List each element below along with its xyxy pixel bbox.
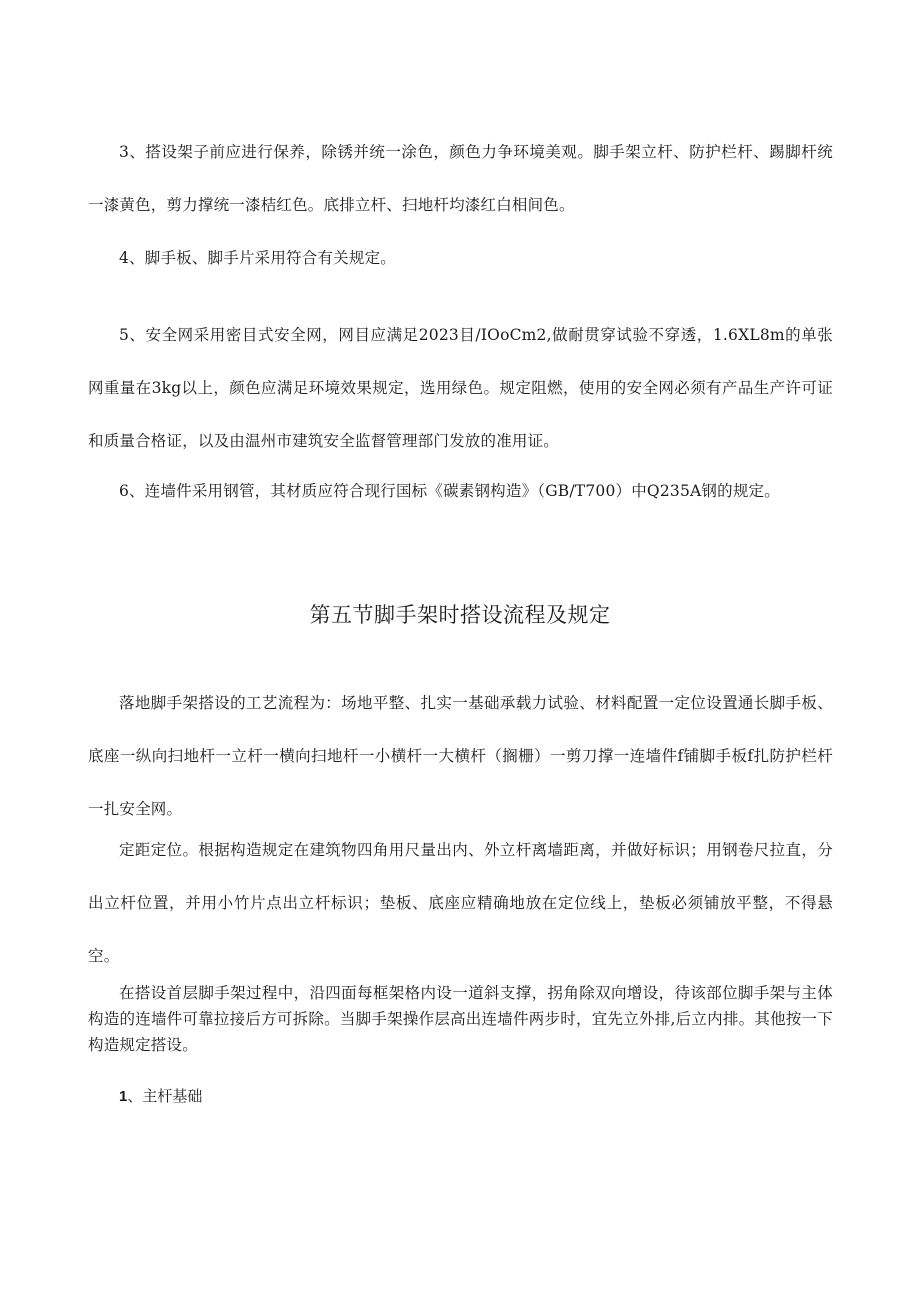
- paragraph-item-5: 5、安全网采用密目式安全网，网目应满足2023目/IOoCm2,做耐贯穿试验不穿透，1.6XL8m的单张网重量在3kg以上，颜色应满足环境效果规定，选用绿色。规定阻燃，使用的安全网必须有产品生产许可证和质量合格证，以及由温州市建筑安全监督管理部门发放的准用证。: [88, 326, 833, 450]
- subheading: [119, 1085, 202, 1106]
- paragraph-item-6: 6、连墙件采用钢管，其材质应符合现行国标《碳素钢构造》（GB/T700）中Q235A钢的规定。: [119, 482, 780, 500]
- subheading-number: 1: [119, 1088, 128, 1105]
- positioning-paragraph: 定距定位。根据构造规定在建筑物四角用尺量出内、外立杆离墙距离，并做好标识；用钢卷尺拉直，分出立杆位置，并用小竹片点出立杆标识；垫板、底座应精确地放在定位线上，垫板必须铺放平整，不得悬空。: [88, 841, 833, 965]
- section-title: 第五节脚手架时搭设流程及规定: [309, 603, 611, 627]
- first-floor-paragraph: 在搭设首层脚手架过程中，沿四面每框架格内设一道斜支撑，拐角除双向增设，待该部位脚手架与主体构造的连墙件可靠拉接后方可拆除。当脚手架操作层高出连墙件两步时，宜先立外排,后立内排。其他按一下构造规定搭设。: [88, 984, 833, 1054]
- process-flow-paragraph: 落地脚手架搭设的工艺流程为：场地平整、扎实一基础承载力试验、材料配置一定位设置通长脚手板、底座一纵向扫地杆一立杆一横向扫地杆一小横杆一大横杆（搁栅）一剪刀撑一连墙件f铺脚手板f扎防护栏杆一扎安全网。: [88, 694, 833, 818]
- subheading-text: 、主杆基础: [127, 1087, 203, 1105]
- paragraph-item-4: 4、脚手板、脚手片采用符合有关规定。: [119, 249, 396, 267]
- paragraph-item-3: 3、搭设架子前应进行保养，除锈并统一涂色，颜色力争环境美观。脚手架立杆、防护栏杆、踢脚杆统一漆黄色，剪力撑统一漆桔红色。底排立杆、扫地杆均漆红白相间色。: [88, 143, 833, 214]
